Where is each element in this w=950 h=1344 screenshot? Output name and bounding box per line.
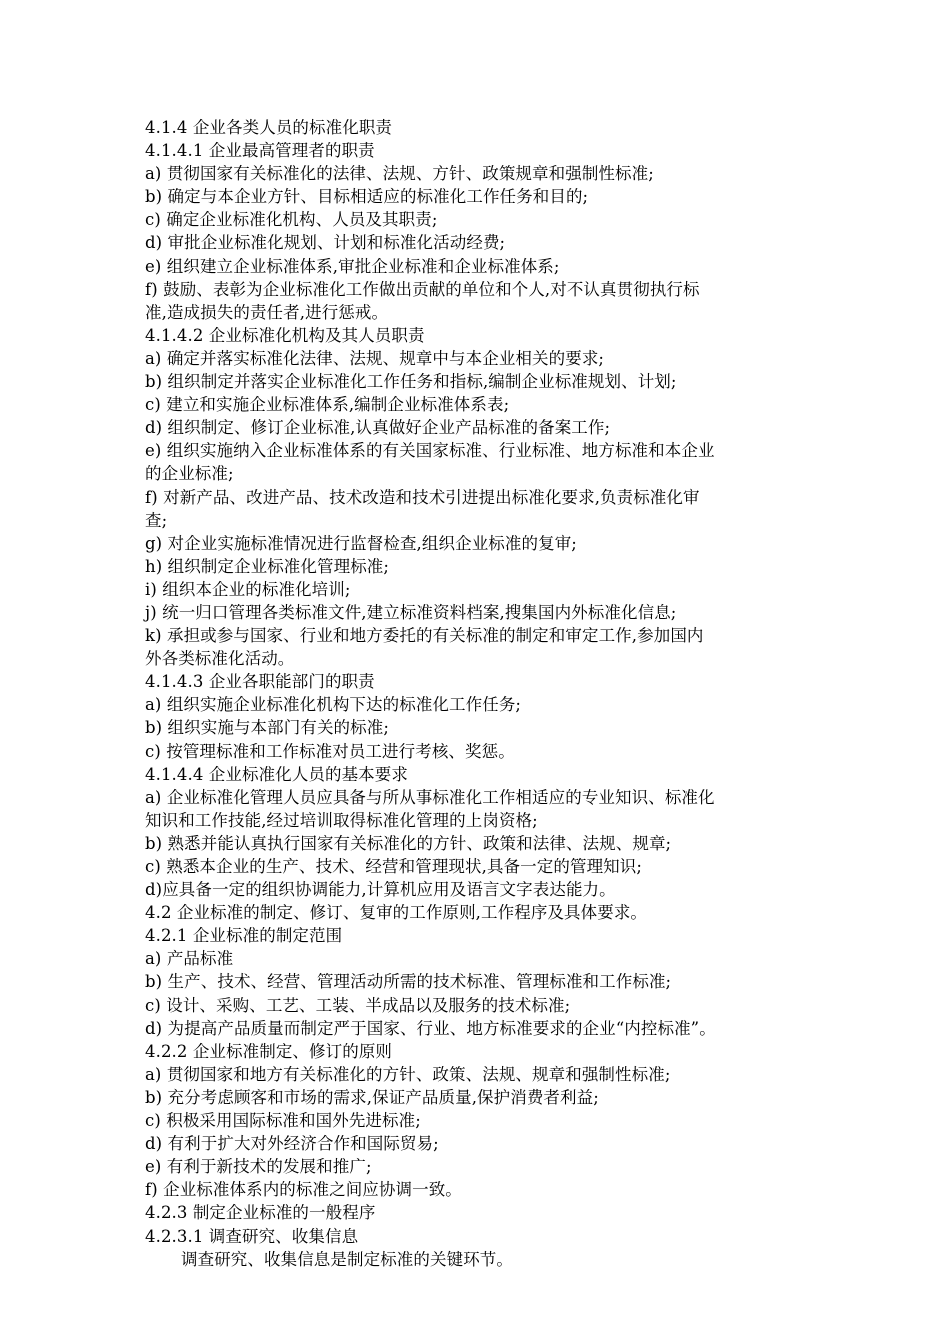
list-item: b) 充分考虑顾客和市场的需求,保证产品质量,保护消费者利益; <box>145 1087 599 1107</box>
list-item: d) 组织制定、修订企业标准,认真做好企业产品标准的备案工作; <box>145 418 611 438</box>
list-item: j) 统一归口管理各类标准文件,建立标准资料档案,搜集国内外标准化信息; <box>145 602 677 622</box>
list-item: b) 熟悉并能认真执行国家有关标准化的方针、政策和法律、法规、规章; <box>145 833 672 853</box>
heading-4-1-4-3: 4.1.4.3 企业各职能部门的职责 <box>145 672 375 692</box>
heading-4-1-4-1: 4.1.4.1 企业最高管理者的职责 <box>145 141 375 161</box>
body-paragraph: 调查研究、收集信息是制定标准的关键环节。 <box>181 1249 513 1269</box>
list-item-continuation: 查; <box>145 510 168 530</box>
list-item: a) 贯彻国家和地方有关标准化的方针、政策、法规、规章和强制性标准; <box>145 1064 671 1084</box>
list-item: a) 确定并落实标准化法律、法规、规章中与本企业相关的要求; <box>145 348 605 368</box>
list-item-continuation: 知识和工作技能,经过培训取得标准化管理的上岗资格; <box>145 810 538 830</box>
list-item: b) 生产、技术、经营、管理活动所需的技术标准、管理标准和工作标准; <box>145 972 672 992</box>
list-item: f) 鼓励、表彰为企业标准化工作做出贡献的单位和个人,对不认真贯彻执行标 <box>145 279 700 299</box>
heading-4-2-1: 4.2.1 企业标准的制定范围 <box>145 926 343 946</box>
list-item: c) 积极采用国际标准和国外先进标准; <box>145 1111 421 1131</box>
document-page <box>145 116 825 1271</box>
list-item: b) 组织实施与本部门有关的标准; <box>145 718 390 738</box>
heading-4-1-4-2: 4.1.4.2 企业标准化机构及其人员职责 <box>145 325 425 345</box>
list-item: h) 组织制定企业标准化管理标准; <box>145 556 390 576</box>
list-item: a) 企业标准化管理人员应具备与所从事标准化工作相适应的专业知识、标准化 <box>145 787 715 807</box>
list-item: c) 建立和实施企业标准体系,编制企业标准体系表; <box>145 395 510 415</box>
list-item: e) 组织实施纳入企业标准体系的有关国家标准、行业标准、地方标准和本企业 <box>145 441 715 461</box>
list-item: f) 对新产品、改进产品、技术改造和技术引进提出标准化要求,负责标准化审 <box>145 487 700 507</box>
heading-4-1-4: 4.1.4 企业各类人员的标准化职责 <box>145 118 393 137</box>
heading-4-2: 4.2 企业标准的制定、修订、复审的工作原则,工作程序及具体要求。 <box>145 903 648 923</box>
list-item: d) 审批企业标准化规划、计划和标准化活动经费; <box>145 233 506 253</box>
list-item: b) 组织制定并落实企业标准化工作任务和指标,编制企业标准规划、计划; <box>145 372 677 392</box>
list-item: c) 按管理标准和工作标准对员工进行考核、奖惩。 <box>145 741 515 761</box>
list-item: d)应具备一定的组织协调能力,计算机应用及语言文字表达能力。 <box>145 880 616 900</box>
list-item: c) 确定企业标准化机构、人员及其职责; <box>145 210 438 230</box>
list-item: i) 组织本企业的标准化培训; <box>145 579 351 599</box>
list-item-continuation: 准,造成损失的责任者,进行惩戒。 <box>145 302 389 322</box>
list-item: e) 有利于新技术的发展和推广; <box>145 1157 372 1177</box>
list-item: a) 产品标准 <box>145 949 234 969</box>
list-item: a) 贯彻国家有关标准化的法律、法规、方针、政策规章和强制性标准; <box>145 164 654 184</box>
list-item: d) 为提高产品质量而制定严于国家、行业、地方标准要求的企业“内控标准”。 <box>145 1018 716 1038</box>
list-item: f) 企业标准体系内的标准之间应协调一致。 <box>145 1180 462 1200</box>
list-item: k) 承担或参与国家、行业和地方委托的有关标准的制定和审定工作,参加国内 <box>145 626 704 646</box>
heading-4-1-4-4: 4.1.4.4 企业标准化人员的基本要求 <box>145 764 408 784</box>
heading-4-2-3: 4.2.3 制定企业标准的一般程序 <box>145 1203 376 1223</box>
list-item: c) 设计、采购、工艺、工装、半成品以及服务的技术标准; <box>145 995 571 1015</box>
list-item: a) 组织实施企业标准化机构下达的标准化工作任务; <box>145 695 522 715</box>
list-item: e) 组织建立企业标准体系,审批企业标准和企业标准体系; <box>145 256 560 276</box>
list-item: b) 确定与本企业方针、目标相适应的标准化工作任务和目的; <box>145 187 589 207</box>
list-item: d) 有利于扩大对外经济合作和国际贸易; <box>145 1134 439 1154</box>
heading-4-2-3-1: 4.2.3.1 调查研究、收集信息 <box>145 1226 359 1246</box>
list-item-continuation: 的企业标准; <box>145 464 234 484</box>
list-item: c) 熟悉本企业的生产、技术、经营和管理现状,具备一定的管理知识; <box>145 857 643 876</box>
heading-4-2-2: 4.2.2 企业标准制定、修订的原则 <box>145 1041 393 1061</box>
list-item-continuation: 外各类标准化活动。 <box>145 649 295 669</box>
list-item: g) 对企业实施标准情况进行监督检查,组织企业标准的复审; <box>145 533 577 553</box>
